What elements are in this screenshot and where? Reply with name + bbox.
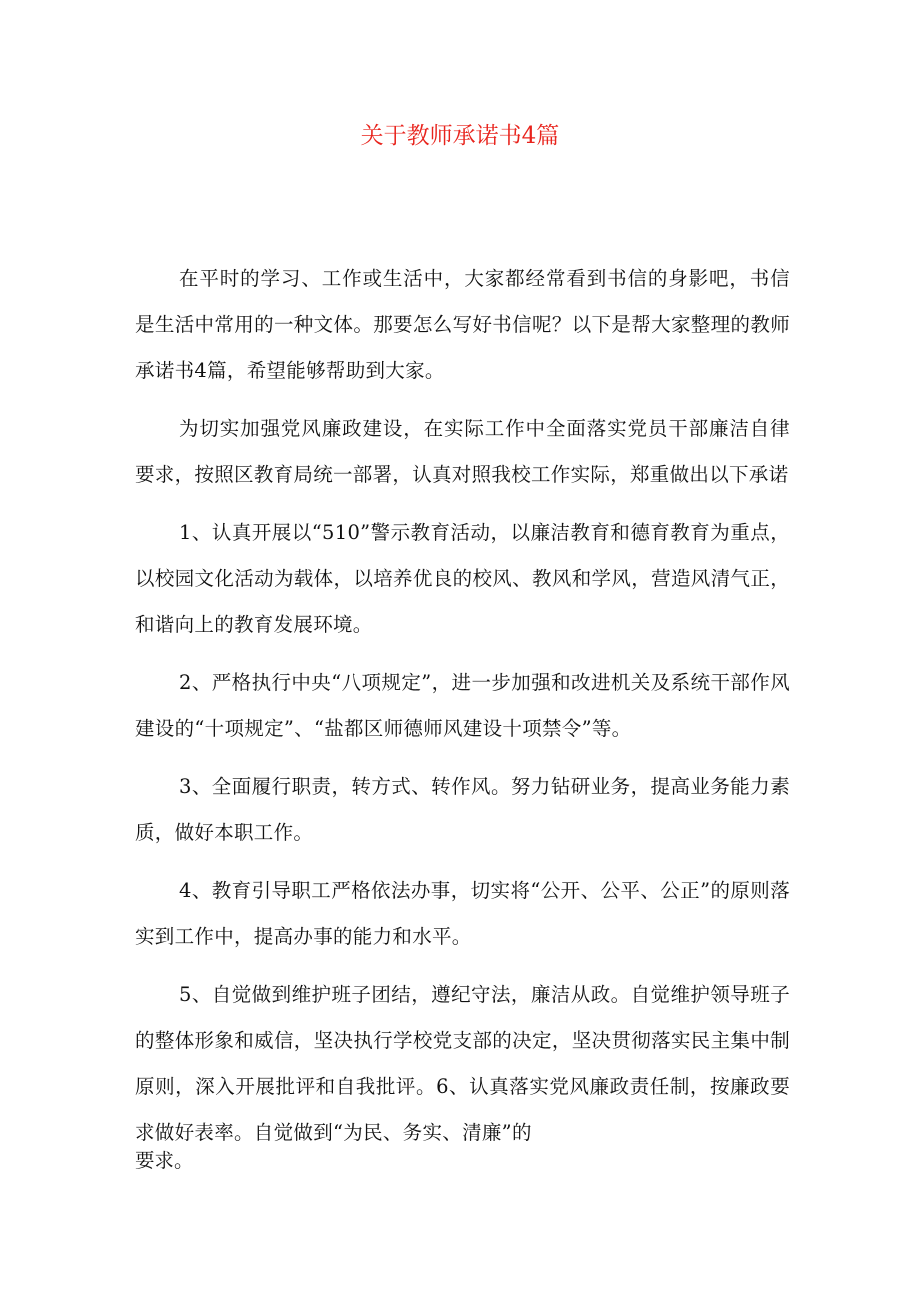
commitment-item-5-6: 5、自觉做到维护班子团结，遵纪守法，廉洁从政。自觉维护领导班子的整体形象和威信，坚决执行学校党支部的决定，坚决贯彻落实民主集中制原则，深入开展批评和自我批评。6、认真落实党风廉政责任制，按廉政要求做好表率。自觉做到“为民、务实、清廉”的 — [135, 983, 790, 1144]
commitment-item-4: 4、教育引导职工严格依法办事，切实将“公开、公平、公正”的原则落实到工作中，提高办事的能力和水平。 — [135, 879, 790, 948]
document-title: 关于教师承诺书4篇 — [360, 123, 560, 149]
commitment-item-2: 2、严格执行中央“八项规定”，进一步加强和改进机关及系统干部作风建设的“十项规定”、“盐都区师德师风建设十项禁令”等。 — [135, 671, 790, 740]
commitment-tail-text: 要求。 — [135, 1149, 194, 1172]
document-body — [135, 256, 790, 1176]
commitment-item-3: 3、全面履行职责，转方式、转作风。努力钻研业务，提高业务能力素质，做好本职工作。 — [135, 775, 790, 844]
commitment-item-1: 1、认真开展以“510”警示教育活动，以廉洁教育和德育教育为重点，以校园文化活动为载体，以培养优良的校风、教风和学风，营造风清气正，和谐向上的教育发展环境。 — [135, 521, 790, 636]
intro-paragraph: 在平时的学习、工作或生活中，大家都经常看到书信的身影吧，书信是生活中常用的一种文体。那要怎么写好书信呢？以下是帮大家整理的教师承诺书4篇，希望能够帮助到大家。 — [135, 267, 790, 382]
commitment-preamble-paragraph: 为切实加强党风廉政建设，在实际工作中全面落实党员干部廉洁自律要求，按照区教育局统一部署，认真对照我校工作实际，郑重做出以下承诺 — [135, 417, 790, 486]
